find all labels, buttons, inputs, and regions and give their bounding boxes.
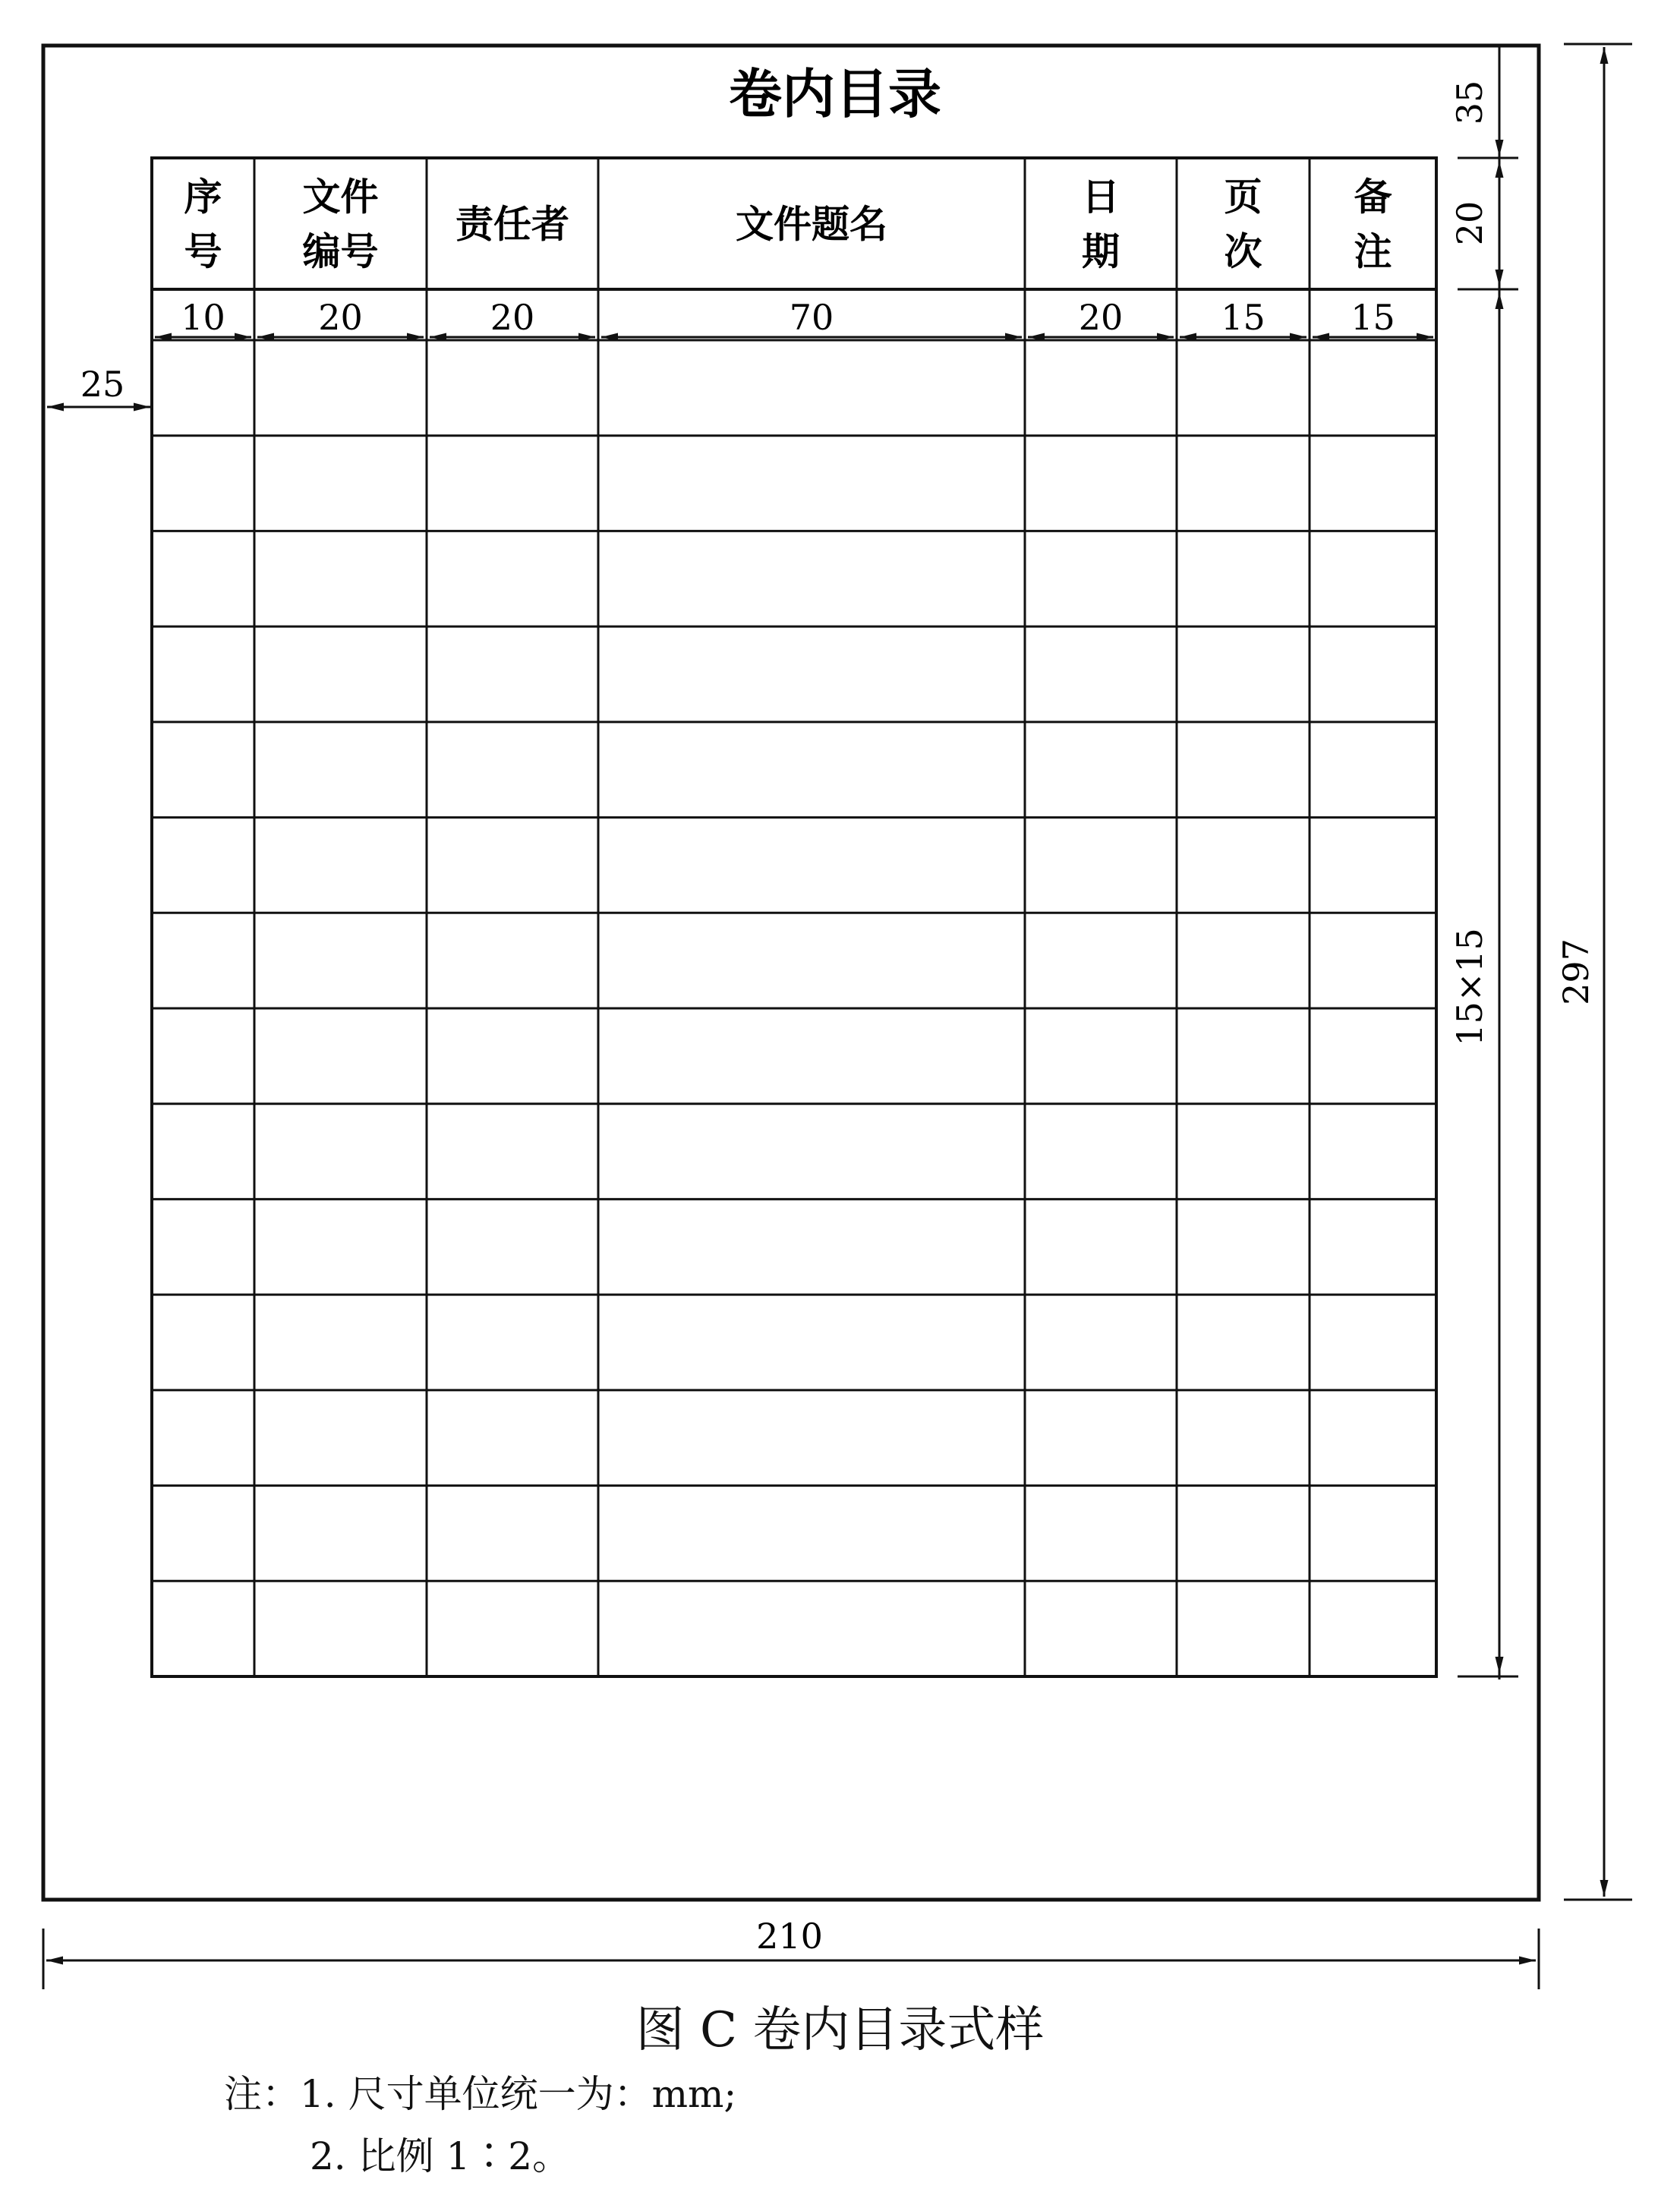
top-margin-dim-label: 35 xyxy=(1449,80,1490,125)
column-width-label: 15 xyxy=(1351,297,1395,338)
header-height-dim-label: 20 xyxy=(1449,200,1490,246)
column-header-6-line-1: 页 xyxy=(1224,175,1262,219)
column-width-label: 10 xyxy=(181,297,225,338)
column-header-6-line-2: 次 xyxy=(1224,229,1262,274)
column-header-1-line-1: 序 xyxy=(184,175,222,219)
column-width-label: 20 xyxy=(318,297,363,338)
table-header xyxy=(184,175,1392,274)
figure-caption: 图 C 卷内目录式样 xyxy=(635,2002,1045,2058)
column-header-5-line-1: 日 xyxy=(1082,175,1120,219)
column-header-4-line-1: 文件题名 xyxy=(736,202,887,247)
column-header-7-line-1: 备 xyxy=(1354,175,1392,219)
table-row-lines xyxy=(152,289,1436,1581)
column-header-7-line-2: 注 xyxy=(1354,229,1392,274)
column-width-dimensions xyxy=(155,297,1433,338)
column-header-1-line-2: 号 xyxy=(184,229,222,274)
column-header-3-line-1: 责任者 xyxy=(455,202,569,247)
note-line-2: 2. 比例 1∶2。 xyxy=(310,2134,571,2178)
column-header-5-line-2: 期 xyxy=(1082,229,1120,274)
table-column-lines xyxy=(254,158,1310,1676)
form-title: 卷内目录 xyxy=(729,63,941,125)
page-width-dim-label: 210 xyxy=(756,1916,823,1957)
column-width-label: 20 xyxy=(1078,297,1124,338)
column-header-2-line-1: 文件 xyxy=(302,175,379,219)
left-margin-dim-label: 25 xyxy=(80,364,125,405)
column-header-2-line-2: 编号 xyxy=(302,229,379,274)
note-line-1: 注：1. 尺寸单位统一为：mm; xyxy=(224,2072,737,2116)
page-height-dim-label: 297 xyxy=(1555,938,1596,1005)
column-width-label: 20 xyxy=(490,297,535,338)
column-width-label: 15 xyxy=(1221,297,1266,338)
body-height-dim-label: 15×15 xyxy=(1449,928,1490,1046)
column-width-label: 70 xyxy=(789,297,834,338)
table-outline xyxy=(152,158,1436,1676)
